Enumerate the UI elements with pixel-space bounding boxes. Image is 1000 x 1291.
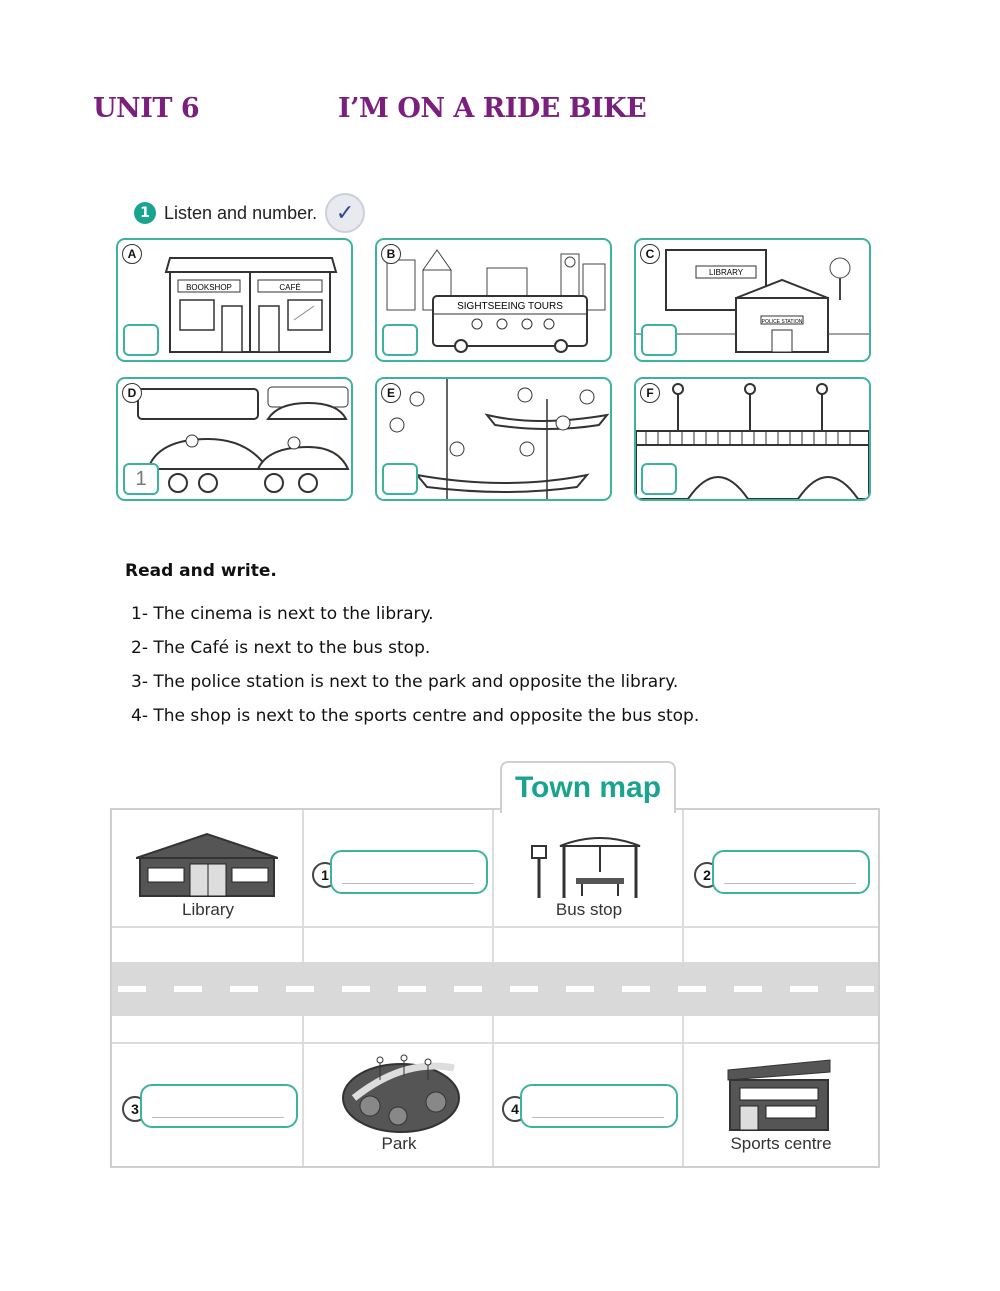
unit-title: UNIT 6 <box>93 93 200 124</box>
pavement <box>684 1016 878 1044</box>
read-write-title: Read and write. <box>125 561 277 581</box>
answer-number-1: 1 <box>312 862 338 888</box>
panel-label: A <box>122 244 142 264</box>
library-label: Library <box>182 900 234 919</box>
tour-bus-sign: SIGHTSEEING TOURS <box>457 301 563 312</box>
exercise-title: Listen and number. <box>164 202 318 223</box>
answer-number-4: 4 <box>502 1096 528 1122</box>
picture-panel-d <box>116 377 353 501</box>
library-icon <box>136 832 278 898</box>
panel-label: F <box>640 383 660 403</box>
checkmark-icon[interactable]: ✓ <box>325 193 365 233</box>
answer-field-1[interactable] <box>330 850 488 894</box>
sports-centre-label: Sports centre <box>730 1134 832 1153</box>
sentence-4: 4- The shop is next to the sports centre and opposite the bus stop. <box>131 706 700 726</box>
cafe-sign: CAFÉ <box>279 283 301 292</box>
sentence-1: 1- The cinema is next to the library. <box>131 604 434 624</box>
picture-panel-c <box>634 238 871 362</box>
picture-panel-b <box>375 238 612 362</box>
answer-box-b[interactable] <box>382 324 418 356</box>
pavement <box>112 928 304 962</box>
answer-box-c[interactable] <box>641 324 677 356</box>
pavement <box>494 928 684 962</box>
sports-centre-icon <box>726 1058 834 1132</box>
picture-panel-e <box>375 377 612 501</box>
town-map-title: Town map <box>500 761 676 813</box>
bookshop-sign: BOOKSHOP <box>186 283 232 292</box>
answer-box-d[interactable]: 1 <box>123 463 159 495</box>
answer-box-a[interactable] <box>123 324 159 356</box>
park-label: Park <box>381 1134 417 1153</box>
road <box>112 962 878 1016</box>
park-icon <box>340 1054 462 1136</box>
bus-stop-icon <box>530 832 650 900</box>
sentence-3: 3- The police station is next to the park and opposite the library. <box>131 672 679 692</box>
panel-label: B <box>381 244 401 264</box>
answer-box-e[interactable] <box>382 463 418 495</box>
picture-panel-a <box>116 238 353 362</box>
panel-label: D <box>122 383 142 403</box>
panel-label: C <box>640 244 660 264</box>
pavement <box>112 1016 304 1044</box>
listen-exercise-header <box>134 198 365 228</box>
pavement <box>304 928 494 962</box>
page-title: I’M ON A RIDE BIKE <box>338 93 647 124</box>
panel-label: E <box>381 383 401 403</box>
pavement <box>304 1016 494 1044</box>
answer-number-2: 2 <box>694 862 720 888</box>
exercise-number-badge: 1 <box>134 202 156 224</box>
answer-number-3: 3 <box>122 1096 148 1122</box>
library-sign: LIBRARY <box>708 268 744 277</box>
answer-field-4[interactable] <box>520 1084 678 1128</box>
answer-field-3[interactable] <box>140 1084 298 1128</box>
pavement <box>684 928 878 962</box>
bus-stop-label: Bus stop <box>555 900 623 919</box>
picture-panel-f <box>634 377 871 501</box>
answer-field-2[interactable] <box>712 850 870 894</box>
pavement <box>494 1016 684 1044</box>
police-station-sign: POLICE STATION <box>761 319 803 325</box>
sentence-2: 2- The Café is next to the bus stop. <box>131 638 431 658</box>
answer-box-f[interactable] <box>641 463 677 495</box>
town-map <box>110 808 880 1168</box>
